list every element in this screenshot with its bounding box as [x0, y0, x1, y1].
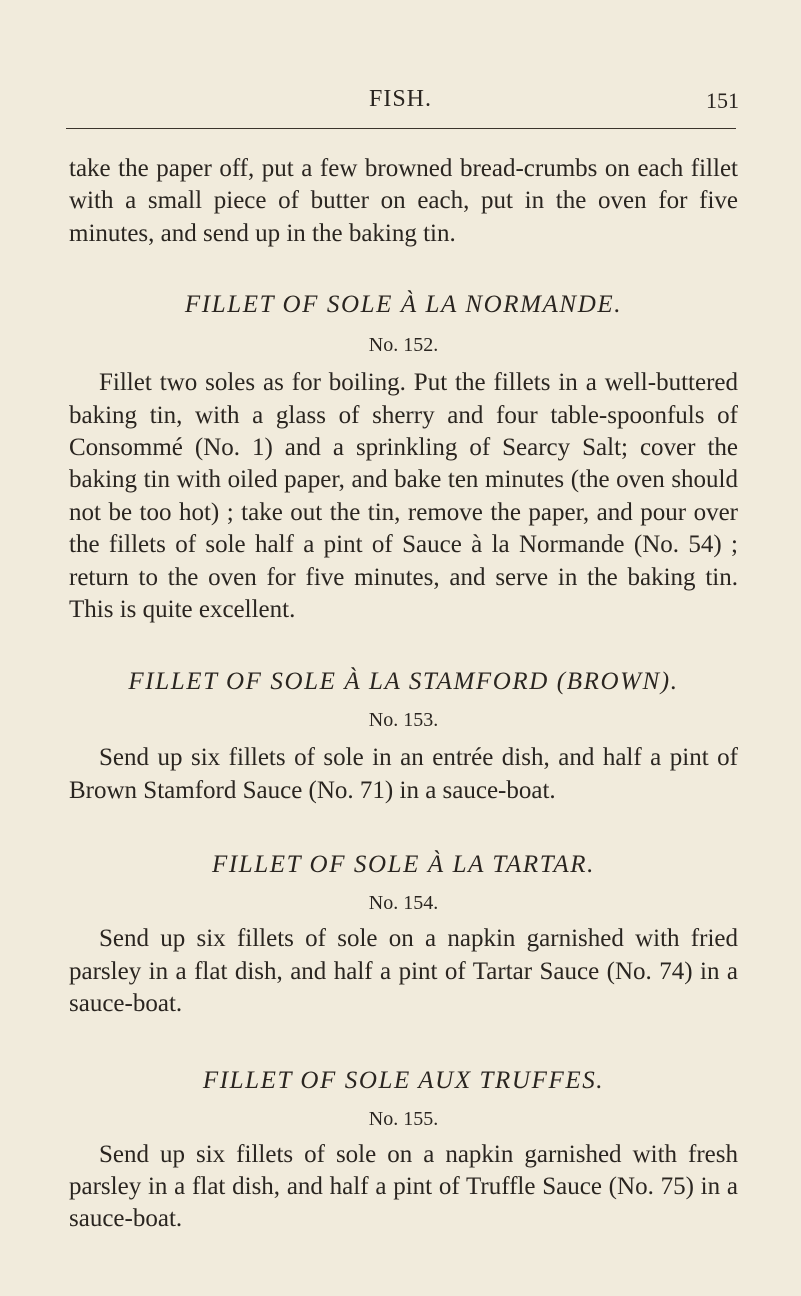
recipe-text: Send up six fillets of sole on a napkin garnished with fried parsley in a flat dish, and half a pint of Tartar Sauce (No. 74) in a sauce-boat. [69, 925, 738, 1018]
recipe-number: No. 152. [368, 334, 439, 357]
recipe-title: FILLET OF SOLE À LA TARTAR. [211, 851, 596, 879]
recipe-154 [69, 849, 738, 1020]
header-rule [66, 128, 736, 129]
recipe-title: FILLET OF SOLE À LA NORMANDE. [184, 291, 623, 319]
recipe-number: No. 154. [368, 892, 439, 915]
page-number: 151 [706, 88, 739, 113]
recipe-number: No. 155. [368, 1107, 439, 1130]
recipe-text: Fillet two soles as for boiling. Put the fillets in a well-buttered baking tin, with a glass of sherry and four table-spoonfuls of Consommé (No. 1) and a sprinkling of Searcy Salt; cover the baking tin with oiled paper, and bake ten minutes (the oven should not be too hot) ; take out the tin, remove the paper, and pour over the fillets of sole half a pint of Sauce à la Normande (No. 54) ; return to the oven for five minutes, and serve in the baking tin. This is quite excellent. [69, 369, 738, 624]
page-body [69, 153, 738, 1236]
running-head: FISH. [368, 86, 433, 112]
recipe-text: Send up six fillets of sole in an entrée dish, and half a pint of Brown Stamford Sauce (No. 71) in a sauce-boat. [69, 744, 738, 804]
recipe-153 [69, 666, 738, 807]
recipe-152 [69, 289, 738, 626]
recipe-title: FILLET OF SOLE À LA STAMFORD (BROWN). [128, 668, 679, 696]
page-header [0, 86, 801, 116]
recipe-text: Send up six fillets of sole on a napkin garnished with fresh parsley in a flat dish, and half a pint of Truffle Sauce (No. 75) in a sauce-boat. [69, 1140, 738, 1233]
continuation-paragraph: take the paper off, put a few browned bread-crumbs on each fillet with a small piece of butter on each, put in the oven for five minutes, and send up in the baking tin. [69, 155, 738, 247]
recipe-number: No. 153. [368, 709, 439, 732]
recipe-title: FILLET OF SOLE AUX TRUFFES. [202, 1066, 605, 1094]
recipe-155 [69, 1065, 738, 1236]
